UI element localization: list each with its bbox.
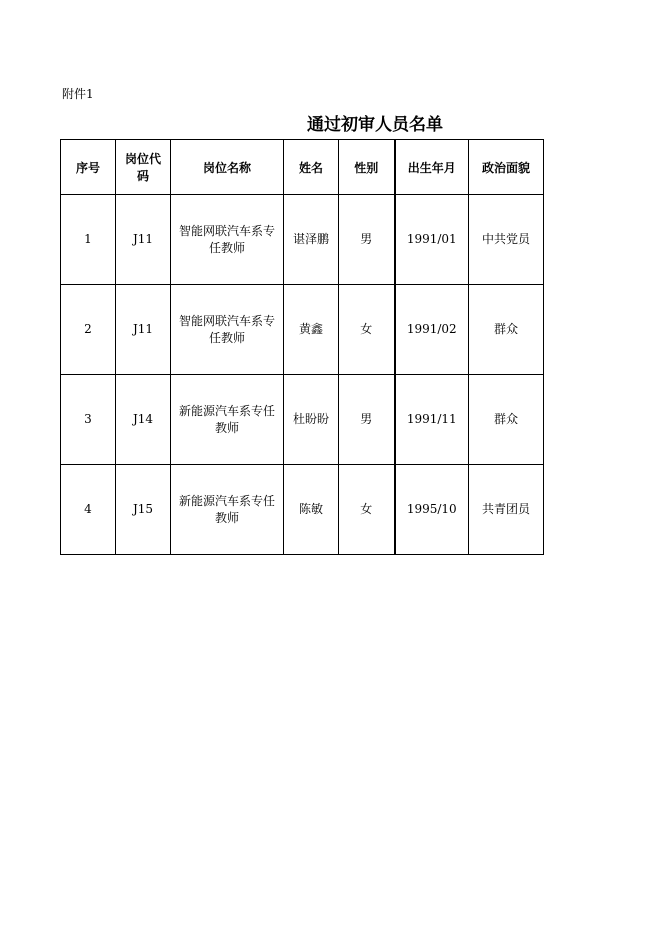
cell-political-status: 群众 bbox=[469, 285, 544, 375]
header-birth-month: 出生年月 bbox=[395, 140, 469, 195]
table-row bbox=[61, 465, 544, 555]
table-row bbox=[61, 375, 544, 465]
header-political-status: 政治面貌 bbox=[469, 140, 544, 195]
cell-index: 3 bbox=[61, 375, 116, 465]
candidate-table bbox=[60, 139, 544, 555]
cell-birth-month: 1991/02 bbox=[395, 285, 469, 375]
table-row bbox=[61, 285, 544, 375]
cell-gender: 男 bbox=[339, 195, 395, 285]
header-post-name: 岗位名称 bbox=[171, 140, 284, 195]
table-header-row bbox=[61, 140, 544, 195]
cell-political-status: 群众 bbox=[469, 375, 544, 465]
header-index: 序号 bbox=[61, 140, 116, 195]
cell-index: 1 bbox=[61, 195, 116, 285]
cell-post-code: J15 bbox=[116, 465, 171, 555]
attachment-label: 附件1 bbox=[62, 87, 94, 101]
cell-post-name: 智能网联汽车系专任教师 bbox=[171, 195, 284, 285]
cell-birth-month: 1991/01 bbox=[395, 195, 469, 285]
cell-political-status: 共青团员 bbox=[469, 465, 544, 555]
header-post-code: 岗位代码 bbox=[116, 140, 171, 195]
header-name: 姓名 bbox=[284, 140, 339, 195]
cell-post-code: J11 bbox=[116, 195, 171, 285]
header-gender: 性别 bbox=[339, 140, 395, 195]
cell-index: 4 bbox=[61, 465, 116, 555]
cell-name: 杜盼盼 bbox=[284, 375, 339, 465]
cell-post-code: J14 bbox=[116, 375, 171, 465]
cell-post-code: J11 bbox=[116, 285, 171, 375]
table-row bbox=[61, 195, 544, 285]
cell-name: 黄鑫 bbox=[284, 285, 339, 375]
page-title: 通过初审人员名单 bbox=[307, 115, 443, 135]
cell-name: 陈敏 bbox=[284, 465, 339, 555]
cell-post-name: 新能源汽车系专任教师 bbox=[171, 465, 284, 555]
cell-post-name: 新能源汽车系专任教师 bbox=[171, 375, 284, 465]
cell-birth-month: 1995/10 bbox=[395, 465, 469, 555]
cell-index: 2 bbox=[61, 285, 116, 375]
cell-gender: 女 bbox=[339, 285, 395, 375]
cell-post-name: 智能网联汽车系专任教师 bbox=[171, 285, 284, 375]
cell-political-status: 中共党员 bbox=[469, 195, 544, 285]
cell-gender: 女 bbox=[339, 465, 395, 555]
cell-name: 谌泽鹏 bbox=[284, 195, 339, 285]
cell-birth-month: 1991/11 bbox=[395, 375, 469, 465]
cell-gender: 男 bbox=[339, 375, 395, 465]
